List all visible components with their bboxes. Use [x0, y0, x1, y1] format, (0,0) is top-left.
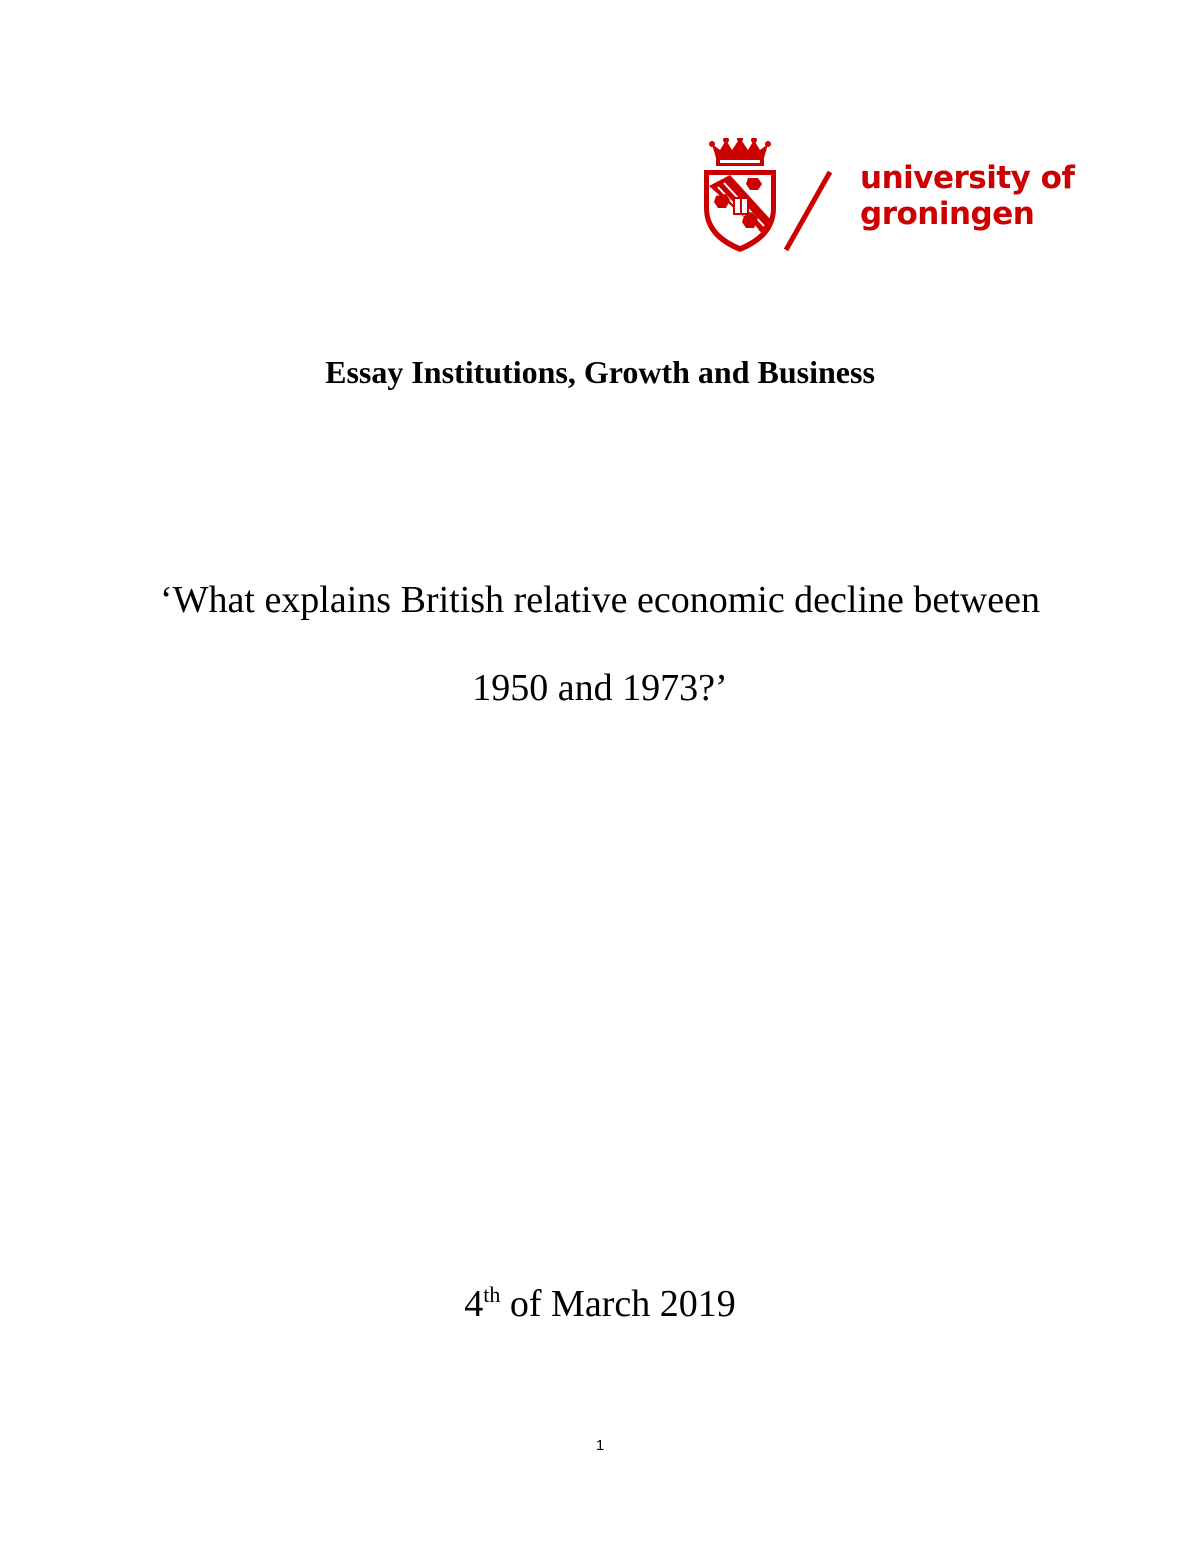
submission-date	[0, 1280, 1200, 1328]
essay-question	[0, 556, 1200, 732]
page-number: 1	[595, 1437, 605, 1454]
logo-wordmark	[860, 160, 1074, 232]
date-day: 4	[464, 1283, 484, 1325]
date-rest: of March 2019	[500, 1283, 736, 1325]
essay-question-line-2: 1950 and 1973?’	[472, 667, 728, 709]
essay-heading: Essay Institutions, Growth and Business	[325, 354, 875, 390]
logo-wordmark-line-2: groningen	[860, 196, 1035, 232]
essay-question-line-1: ‘What explains British relative economic decline between	[160, 579, 1040, 621]
date-day-suffix: th	[483, 1282, 501, 1307]
university-logo	[700, 138, 1075, 256]
logo-wordmark-line-1: university of	[860, 160, 1075, 196]
